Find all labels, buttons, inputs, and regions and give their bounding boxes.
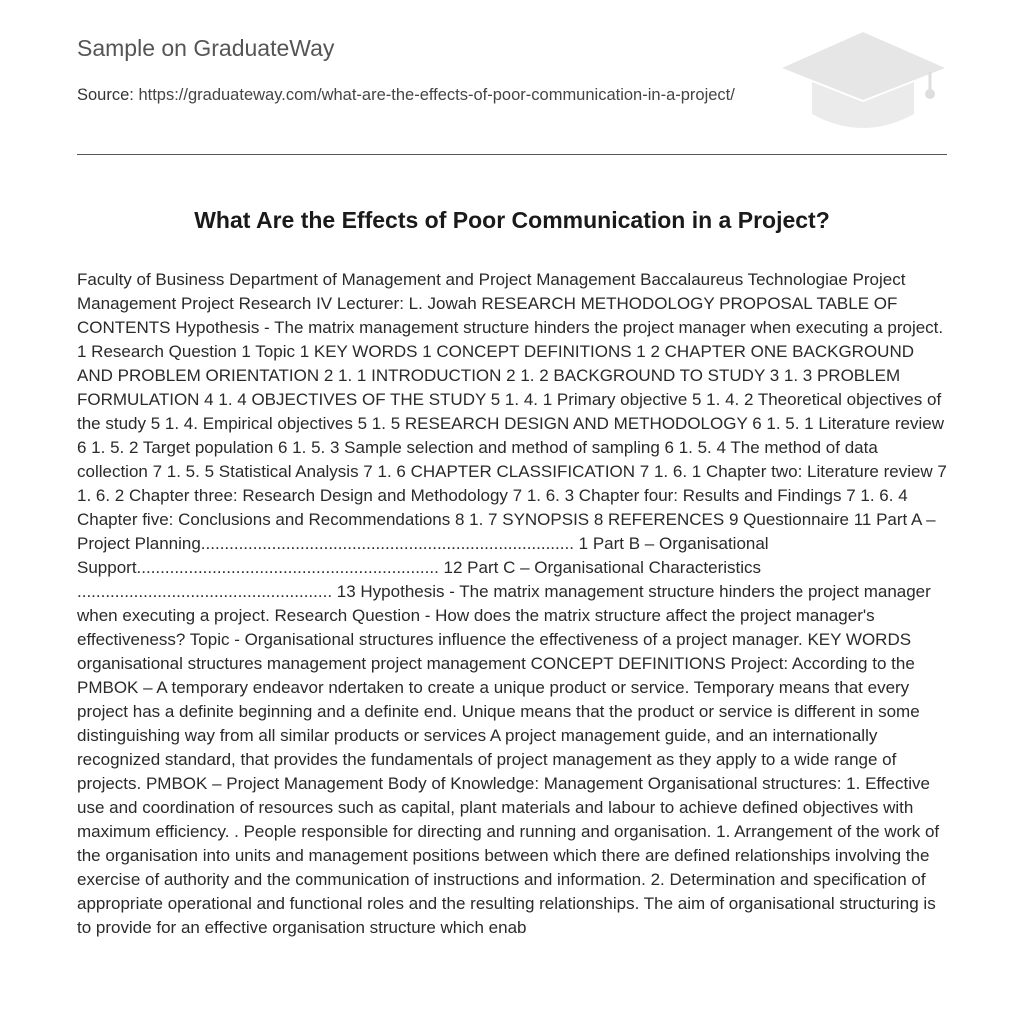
source-link[interactable]: https://graduateway.com/what-are-the-effects-of-poor-communication-in-a-project/ [138,86,735,104]
site-brand: Sample on GraduateWay [77,35,335,61]
cap-board [782,32,945,100]
document-body: Faculty of Business Department of Management and Project Management Baccalaureus Technologiae Project Management Project Research IV Lecturer: L. Jowah RESEARCH METHODOLOGY PROPOSAL TABLE OF CONTENTS Hypothesis - The matrix management structure hinders the project manager when executing a project. 1 Research Question 1 Topic 1 KEY WORDS 1 CONCEPT DEFINITIONS 1 2 CHAPTER ONE BACKGROUND AND PROBLEM ORIENTATION 2 1. 1 INTRODUCTION 2 1. 2 BACKGROUND TO STUDY 3 1. 3 PROBLEM FORMULATION 4 1. 4 OBJECTIVES OF THE STUDY 5 1. 4. 1 Primary objective 5 1. 4. 2 Theoretical objectives of the study 5 1. 4. Empirical objectives 5 1. 5 RESEARCH DESIGN AND METHODOLOGY 6 1. 5. 1 Literature review 6 1. 5. 2 Target population 6 1. 5. 3 Sample selection and method of sampling 6 1. 5. 4 The method of data collection 7 1. 5. 5 Statistical Analysis 7 1. 6 CHAPTER CLASSIFICATION 7 1. 6. 1 Chapter two: Literature review 7 1. 6. 2 Chapter three: Research Design and Methodology 7 1. 6. 3 Chapter four: Results and Findings 7 1. 6. 4 Chapter five: Conclusions and Recommendations 8 1. 7 SYNOPSIS 8 REFERENCES 9 Questionnaire 11 Part A – Project Planning............................................................................... 1 Part B – Organisational Support................................................................ 12 Part C – Organisational Characteristics ...................................................... 13 Hypothesis - The matrix management structure hinders the project manager when executing a project. Research Question - How does the matrix structure affect the project manager's effectiveness? Topic - Organisational structures influence the effectiveness of a project manager. KEY WORDS organisational structures management project management CONCEPT DEFINITIONS Project: According to the PMBOK – A temporary endeavor ndertaken to create a unique product or service. Temporary means that every project has a definite beginning and a definite end. Unique means that the product or service is different in some distinguishing way from all similar products or services A project management guide, and an internationally recognized standard, that provides the fundamentals of project management as they apply to a wide range of projects. PMBOK – Project Management Body of Knowledge: Management Organisational structures: 1. Effective use and coordination of resources such as capital, plant materials and labour to achieve defined objectives with maximum efficiency. . People responsible for directing and running and organisation. 1. Arrangement of the work of the organisation into units and management positions between which there are defined relationships involving the exercise of authority and the communication of instructions and information. 2. Determination and specification of appropriate operational and functional roles and the resulting relationships. The aim of organisational structuring is to provide for an effective organisation structure which enab [77,270,947,937]
document-title: What Are the Effects of Poor Communication in a Project? [194,207,830,233]
header-divider [77,154,947,155]
page-header [77,30,777,106]
graduation-cap-icon [780,30,948,132]
source-label: Source: [77,86,139,104]
cap-tassel [925,89,935,99]
source-line [77,84,757,106]
